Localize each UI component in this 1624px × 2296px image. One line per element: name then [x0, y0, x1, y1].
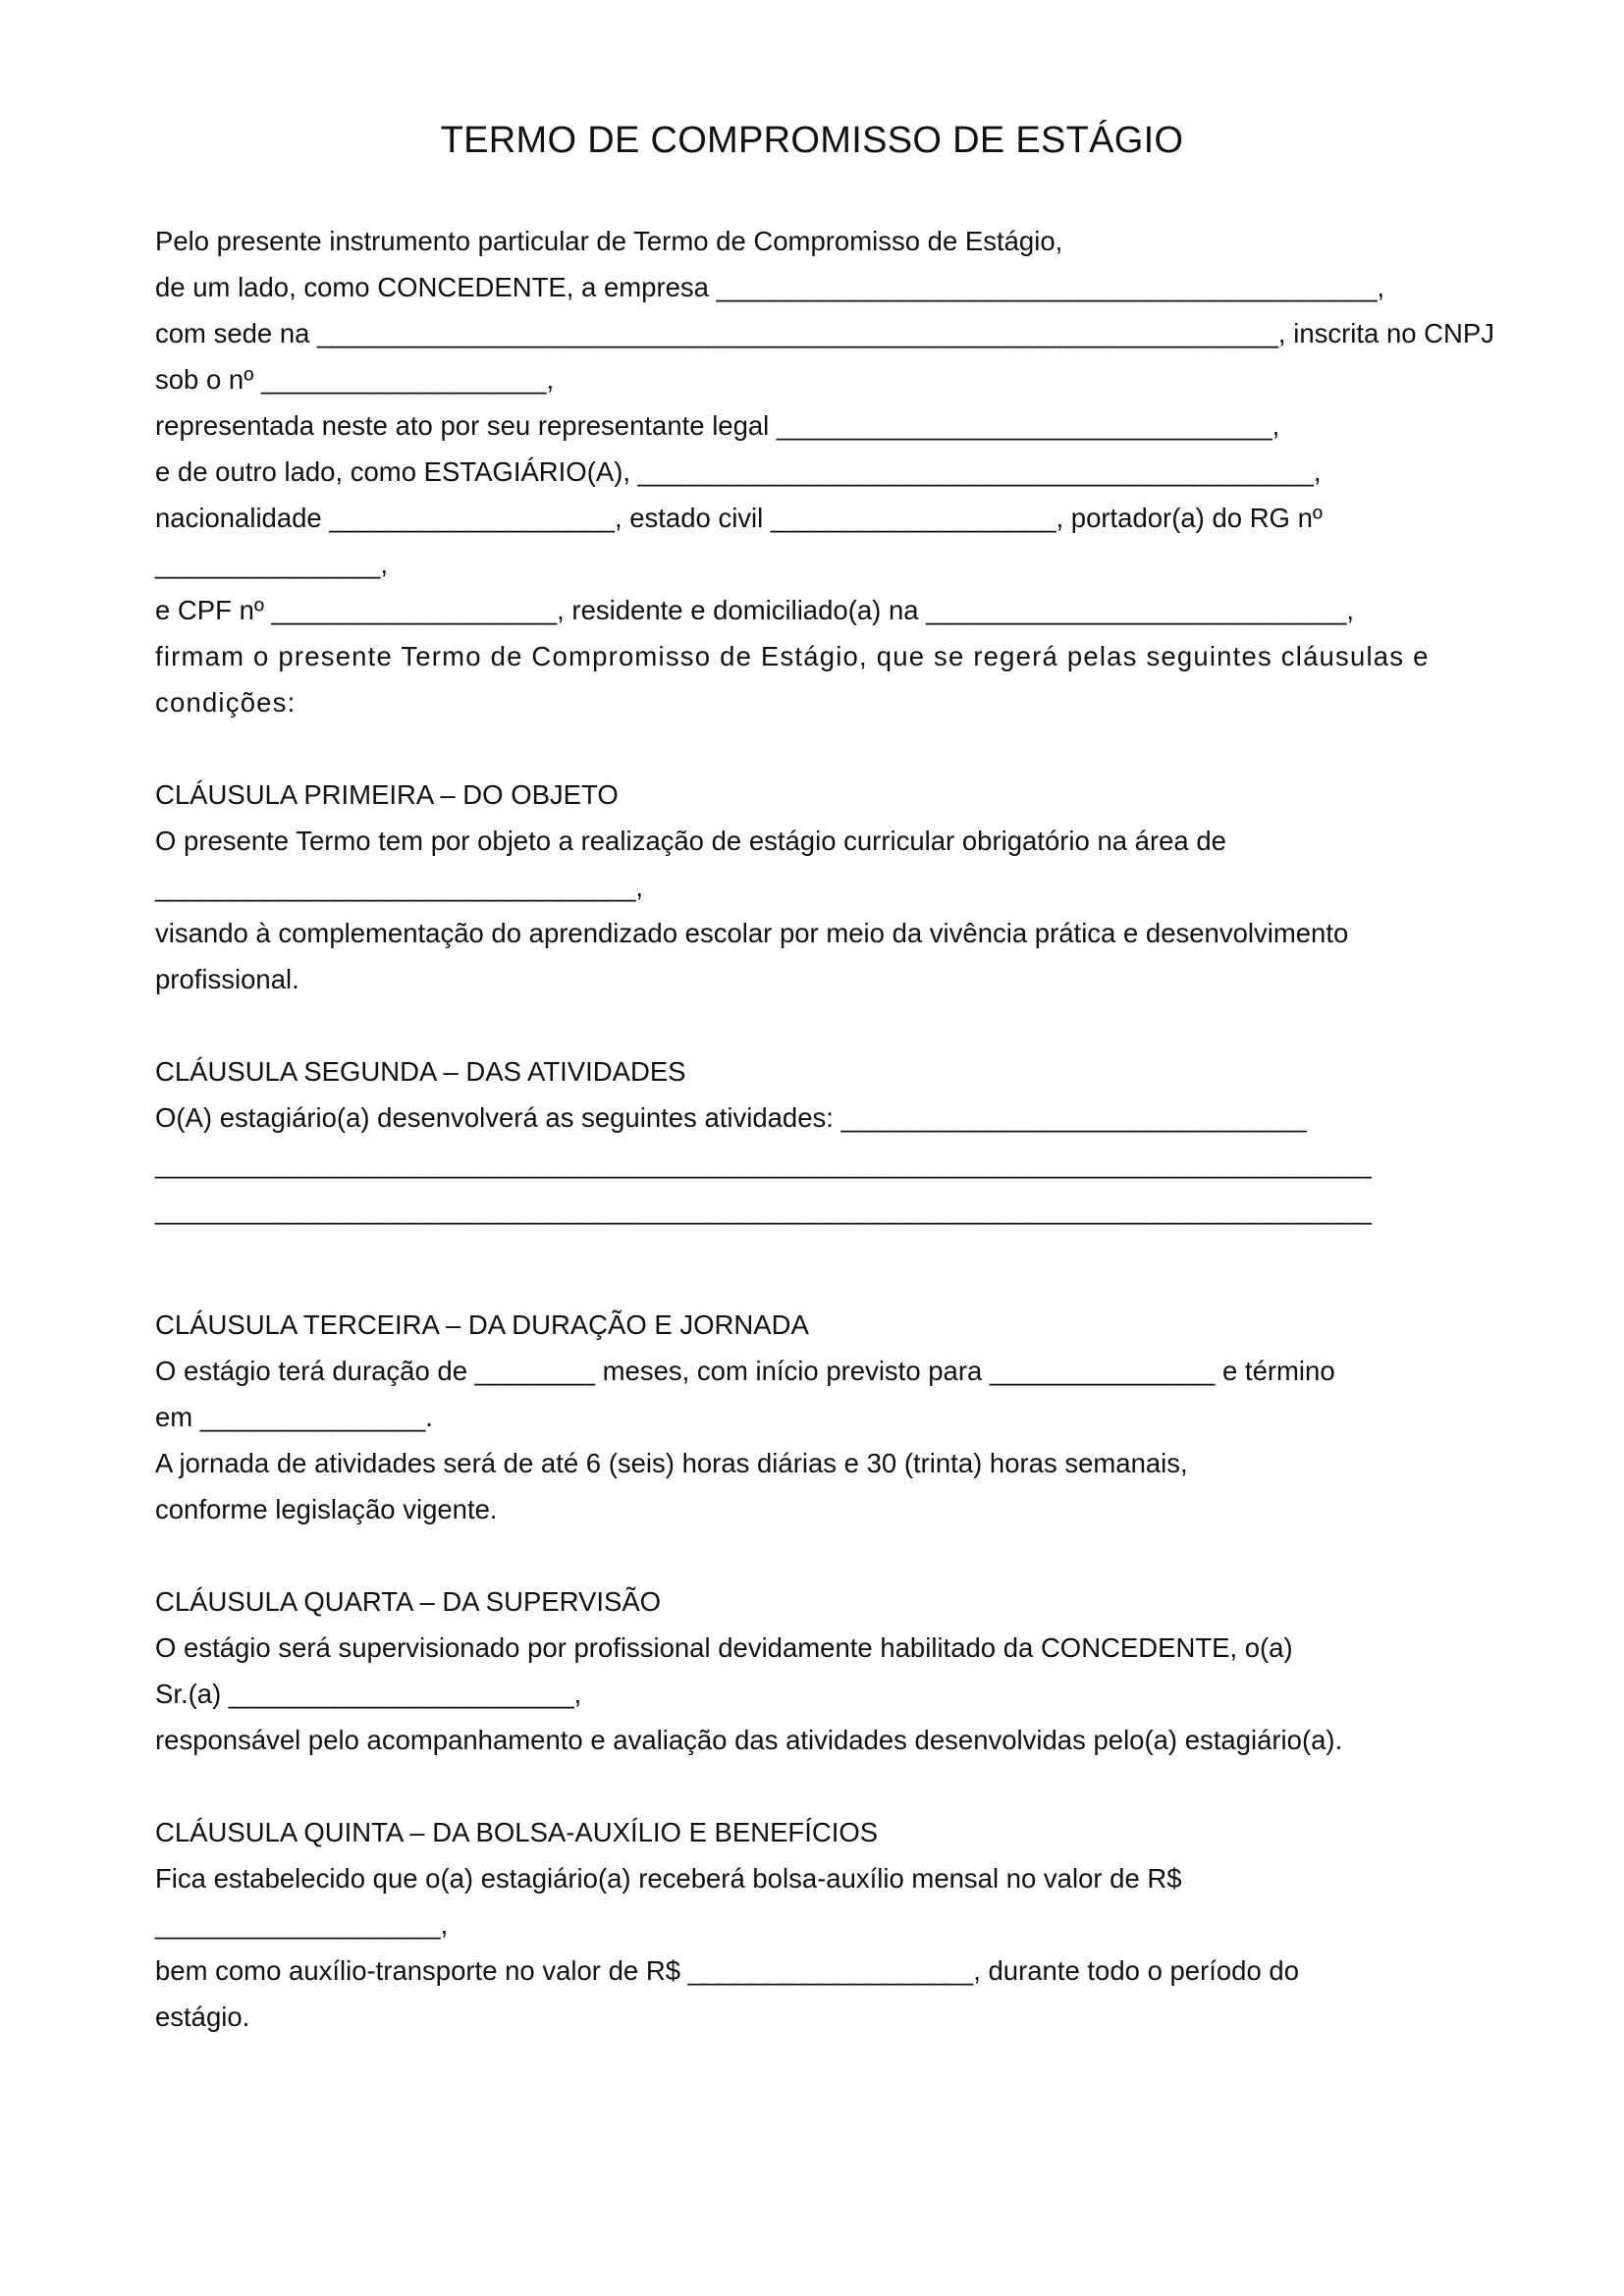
section-gap: [155, 1532, 1598, 1578]
clause-line: responsável pelo acompanhamento e avaliação das atividades desenvolvidas pelo(a) estagiário(a).: [155, 1725, 1343, 1755]
document-body: [155, 218, 1598, 2040]
clause-line: profissional.: [155, 964, 299, 994]
section-gap: [155, 1002, 1598, 1048]
clause-line: O estágio será supervisionado por profissional devidamente habilitado da CONCEDENTE, o(a): [155, 1632, 1293, 1663]
clause-line: estágio.: [155, 2002, 250, 2032]
clause-line: O presente Termo tem por objeto a realização de estágio curricular obrigatório na área de: [155, 826, 1226, 856]
clause-line: Sr.(a) _______________________,: [155, 1679, 582, 1709]
section-gap: [155, 1763, 1598, 1809]
intro-line: e de outro lado, como ESTAGIÁRIO(A), _____________________________________________,: [155, 456, 1322, 487]
clause-line: _________________________________________________________________________________: [155, 1195, 1372, 1225]
intro-line: sob o nº ___________________,: [155, 364, 555, 395]
clause-line: em _______________.: [155, 1402, 433, 1432]
clause-line: bem como auxílio-transporte no valor de R$ ___________________, durante todo o período do: [155, 1955, 1300, 1986]
clause-line: O estágio terá duração de ________ meses, com início previsto para _______________ e término: [155, 1356, 1335, 1386]
clause-line: A jornada de atividades será de até 6 (seis) horas diárias e 30 (trinta) horas semanais,: [155, 1448, 1188, 1478]
section-gap: [155, 1233, 1598, 1302]
clause-heading: CLÁUSULA QUINTA – DA BOLSA-AUXÍLIO E BENEFÍCIOS: [155, 1817, 879, 1847]
clause-heading: CLÁUSULA PRIMEIRA – DO OBJETO: [155, 779, 619, 810]
clause-line: O(A) estagiário(a) desenvolverá as seguintes atividades: _______________________________: [155, 1102, 1307, 1133]
intro-line: nacionalidade ___________________, estado civil ___________________, portador(a) do RG nº: [155, 503, 1323, 533]
clause-heading: CLÁUSULA QUARTA – DA SUPERVISÃO: [155, 1586, 662, 1617]
clause-line: ___________________,: [155, 1909, 449, 1940]
intro-line: de um lado, como CONCEDENTE, a empresa ____________________________________________,: [155, 272, 1385, 302]
clause-line: _________________________________________________________________________________: [155, 1148, 1372, 1179]
clause-line: ________________________________,: [155, 872, 644, 902]
clause-heading: CLÁUSULA TERCEIRA – DA DURAÇÃO E JORNADA: [155, 1309, 809, 1340]
intro-line: e CPF nº ___________________, residente e domiciliado(a) na ____________________________,: [155, 595, 1355, 625]
intro-line: representada neste ato por seu representante legal _________________________________,: [155, 410, 1280, 441]
clause-line: visando à complementação do aprendizado escolar por meio da vivência prática e desenvolvimento: [155, 918, 1349, 948]
section-gap: [155, 725, 1598, 772]
clause-line: Fica estabelecido que o(a) estagiário(a) receberá bolsa-auxílio mensal no valor de R$: [155, 1863, 1182, 1894]
document-title: TERMO DE COMPROMISSO DE ESTÁGIO: [440, 120, 1184, 161]
clause-line: conforme legislação vigente.: [155, 1494, 498, 1524]
intro-line: com sede na ________________________________________________________________, inscrita no CNPJ: [155, 318, 1494, 348]
clause-heading: CLÁUSULA SEGUNDA – DAS ATIVIDADES: [155, 1056, 686, 1087]
intro-line: _______________,: [155, 549, 389, 579]
intro-line: firmam o presente Termo de Compromisso de Estágio, que se regerá pelas seguintes cláusulas e: [155, 641, 1430, 671]
intro-line: condições:: [155, 687, 297, 718]
intro-line: Pelo presente instrumento particular de Termo de Compromisso de Estágio,: [155, 226, 1063, 256]
